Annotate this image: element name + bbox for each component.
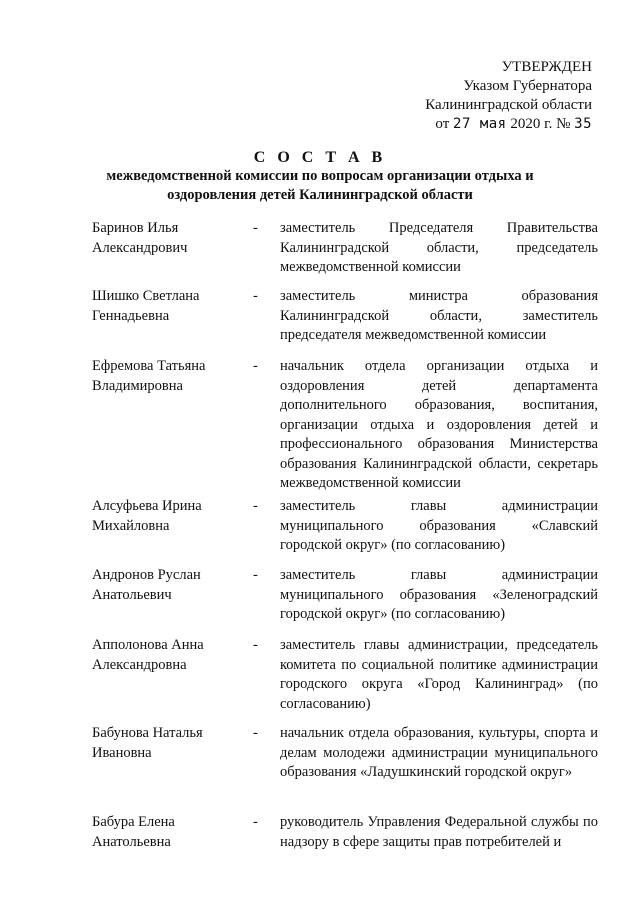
member-position: заместитель главы администрации муниципального образования «Славский городской округ» (по согласованию): [280, 498, 598, 553]
member-name: Шишко Светлана Геннадьевна: [92, 288, 200, 324]
member-position: начальник отдела организации отдыха и оздоровления детей департамента дополнительного образования, воспитания, организации отдыха и оздоровления детей и профессионального образования Министерства образования Калининградской области, секретарь межведомственной комиссии: [280, 358, 598, 491]
decree-number: 35: [574, 116, 592, 132]
date-handwritten: 27 мая: [453, 116, 507, 132]
member-position: заместитель главы администрации муниципального образования «Зеленоградский городской округ» (по согласованию): [280, 567, 598, 622]
approval-date-line: [435, 115, 592, 134]
member-name: Алсуфьева Ирина Михайловна: [92, 498, 202, 534]
member-dash: -: [253, 288, 258, 304]
member-dash: -: [253, 220, 258, 236]
member-position: заместитель главы администрации, председатель комитета по социальной политике администрации городского округа «Город Калининград» (по согласованию): [280, 637, 598, 712]
member-dash: -: [253, 498, 258, 514]
member-dash: -: [253, 358, 258, 374]
approved-by: Указом Губернатора: [463, 78, 592, 94]
member-name: Андронов Руслан Анатольевич: [92, 567, 201, 603]
member-position: заместитель Председателя Правительства Калининградской области, председатель межведомственной комиссии: [280, 220, 598, 275]
member-dash: -: [253, 567, 258, 583]
document-title: С О С Т А В: [253, 149, 387, 166]
member-name: Баринов Илья Александрович: [92, 220, 188, 256]
member-position: руководитель Управления Федеральной службы по надзору в сфере защиты прав потребителей и: [280, 814, 598, 850]
member-name: Бабунова Наталья Ивановна: [92, 725, 203, 761]
member-name: Апполонова Анна Александровна: [92, 637, 204, 673]
approved-label: УТВЕРЖДЕН: [501, 59, 592, 75]
member-position: начальник отдела образования, культуры, спорта и делам молодежи администрации муниципального образования «Ладушкинский городской округ»: [280, 725, 598, 780]
member-dash: -: [253, 725, 258, 741]
date-suffix: 2020 г. №: [510, 116, 571, 132]
document-subtitle: межведомственной комиссии по вопросам организации отдыха и оздоровления детей Калининградской области: [106, 168, 534, 203]
member-name: Ефремова Татьяна Владимировна: [92, 358, 206, 394]
approved-region: Калининградской области: [425, 97, 592, 113]
member-name: Бабура Елена Анатольевна: [92, 814, 175, 850]
member-dash: -: [253, 637, 258, 653]
member-dash: -: [253, 814, 258, 830]
member-position: заместитель министра образования Калининградской области, заместитель председателя межведомственной комиссии: [280, 288, 598, 343]
date-prefix: от: [435, 116, 450, 132]
